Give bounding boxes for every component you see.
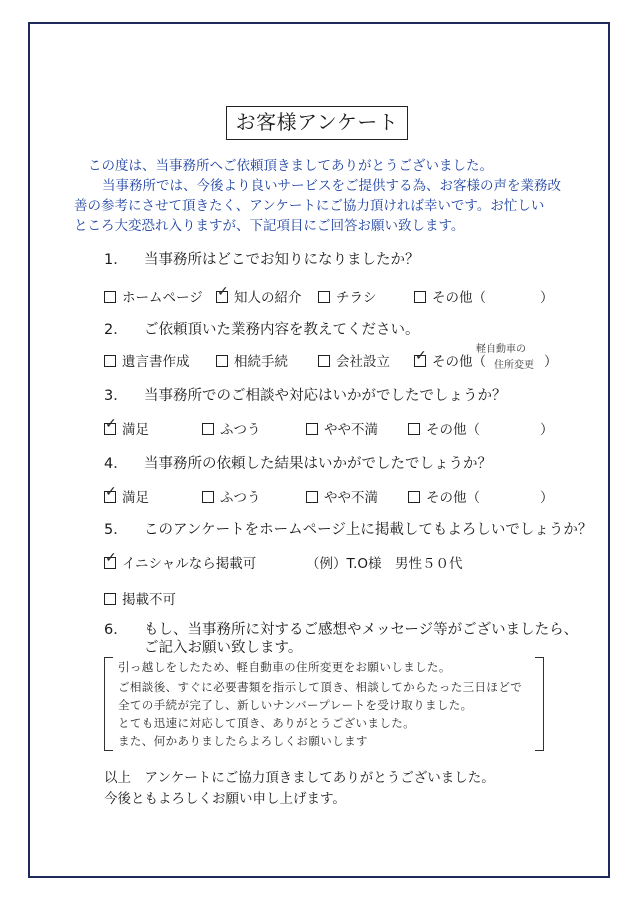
q3-option-other[interactable] [408,418,480,438]
option-label: ふつう [220,490,261,506]
footer-line: 今後ともよろしくお願い申し上げます。 [104,791,346,807]
q4-other-close: ） [540,490,554,506]
q4-option-satisfied[interactable] [104,486,149,506]
q2-option-will[interactable] [104,350,190,370]
checkbox[interactable] [104,291,116,303]
question-4 [104,452,492,473]
option-label: ふつう [220,422,261,438]
q2-other-handwritten-1: 軽自動車の [476,344,526,355]
q2-other-handwritten-2: 住所変更 [494,360,534,371]
q5-example: （例）T.O様 男性５０代 [306,556,463,572]
option-label: 知人の紹介 [234,290,302,306]
comment-line: 全ての手続が完了し、新しいナンバープレートを受け取りました。 [118,698,473,712]
question-text: もし、当事務所に対するご感想やメッセージ等がございましたら、 [144,622,579,638]
q5-option-no-publish[interactable] [104,588,176,608]
check-mark-icon: ✓ [105,550,117,566]
comment-line: ご相談後、すぐに必要書類を指示して頂き、相談してからたった三日ほどで [118,680,523,694]
checkbox[interactable] [318,291,330,303]
intro-line: この度は、当事務所へご依頼頂きましてありがとうございました。 [88,158,493,174]
option-label: その他（ [426,422,480,438]
comment-box[interactable] [104,657,544,749]
q3-other-close: ） [540,422,554,438]
option-label: チラシ [336,290,377,306]
option-label: 会社設立 [336,354,390,370]
checkbox[interactable] [202,423,214,435]
checkbox[interactable] [104,593,116,605]
question-text: 当事務所でのご相談や対応はいかがでしたでしょうか？ [144,388,507,404]
checkbox[interactable] [216,284,229,303]
intro-text [74,156,588,236]
checkbox[interactable] [104,355,116,367]
checkbox[interactable] [306,491,318,503]
intro-line: 当事務所では、今後より良いサービスをご提供する為、お客様の声を業務改 [102,178,561,194]
check-mark-icon: ✓ [105,484,117,500]
q3-option-dissatisfied[interactable] [306,418,378,438]
question-1 [104,248,420,269]
option-label: やや不満 [324,422,378,438]
question-number: 2． [104,322,128,338]
checkbox[interactable] [408,491,420,503]
checkbox[interactable] [216,355,228,367]
check-mark-icon: ✓ [217,284,229,300]
option-label: 掲載不可 [122,592,176,608]
checkbox[interactable] [306,423,318,435]
question-5 [104,518,592,539]
question-number: 3． [104,388,128,404]
option-label: イニシャルなら掲載可 [122,556,257,572]
checkbox[interactable] [408,423,420,435]
comment-line: 引っ越しをしたため、軽自動車の住所変更をお願いしました。 [118,660,451,674]
question-text: 当事務所はどこでお知りになりましたか？ [144,252,420,268]
question-6-line-2: ご記入お願い致します。 [144,640,303,656]
comment-line: また、何かありましたらよろしくお願いします [118,734,368,748]
option-label: 遺言書作成 [122,354,190,370]
option-label: その他（ [426,490,480,506]
option-label: 相続手続 [234,354,288,370]
question-2 [104,318,420,339]
footer-line: 以上 アンケートにご協力頂きましてありがとうございました。 [104,770,495,786]
checkbox[interactable] [202,491,214,503]
checkbox[interactable] [104,550,117,569]
q4-option-normal[interactable] [202,486,261,506]
q2-option-company[interactable] [318,350,390,370]
q5-option-initials[interactable] [104,552,256,572]
footer-text [104,768,495,810]
intro-line: ところ大変恐れ入りますが、下記項目にご回答お願い致します。 [74,218,465,234]
option-label: 満足 [122,490,149,506]
question-number: 1． [104,252,128,268]
checkbox[interactable] [318,355,330,367]
option-label: ホームページ [122,290,203,306]
question-number: 6． [104,622,128,638]
q4-option-other[interactable] [408,486,480,506]
question-text: ご依頼頂いた業務内容を教えてください。 [144,322,420,338]
comment-line: とても迅速に対応して頂き、ありがとうございました。 [118,716,416,730]
option-label: やや不満 [324,490,378,506]
check-mark-icon: ✓ [415,348,427,364]
question-3 [104,384,507,405]
option-label: その他（ [432,290,486,306]
q1-option-other[interactable] [414,286,486,306]
q1-option-flyer[interactable] [318,286,377,306]
comment-bracket-left [104,657,113,751]
q2-other-close: ） [544,354,558,370]
checkbox[interactable] [104,484,117,503]
question-text: このアンケートをホームページ上に掲載してもよろしいでしょうか？ [144,522,593,538]
question-text: 当事務所の依頼した結果はいかがでしたでしょうか？ [144,456,492,472]
page-title: お客様アンケート [226,106,408,140]
option-label: 満足 [122,422,149,438]
question-number: 5． [104,522,128,538]
checkbox[interactable] [104,416,117,435]
option-label: その他（ [432,354,486,370]
question-number: 4． [104,456,128,472]
checkbox[interactable] [414,348,427,367]
checkbox[interactable] [414,291,426,303]
check-mark-icon: ✓ [105,416,117,432]
q4-option-dissatisfied[interactable] [306,486,378,506]
q2-option-inheritance[interactable] [216,350,288,370]
q3-option-satisfied[interactable] [104,418,149,438]
comment-bracket-right [535,657,544,751]
q3-option-normal[interactable] [202,418,261,438]
q1-other-close: ） [540,290,554,306]
page-frame [28,22,610,878]
q1-option-referral[interactable] [216,286,302,306]
intro-line: 善の参考にさせて頂きたく、アンケートにご協力頂ければ幸いです。お忙しい [74,198,545,214]
q1-option-homepage[interactable] [104,286,203,306]
